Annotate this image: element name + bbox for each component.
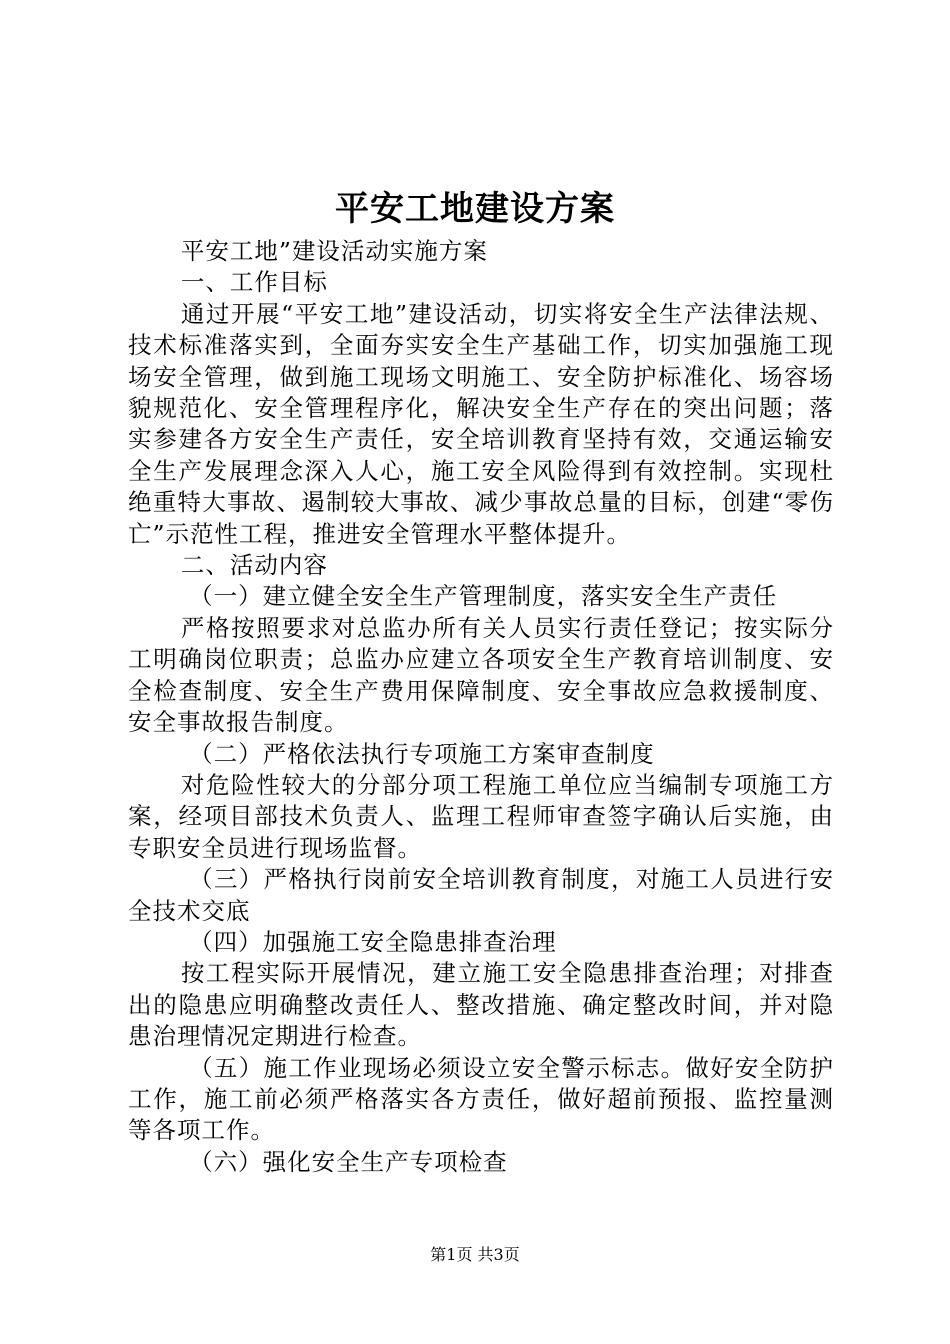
subheading-item-2: （二）严格依法执行专项施工方案审查制度: [189, 739, 655, 768]
paragraph-item-4: 按工程实际开展情况，建立施工安全隐患排查治理；对排查出的隐患应明确整改责任人、整改措施、确定整改时间，并对隐患治理情况定期进行检查。: [128, 959, 834, 1051]
heading-section-2: 二、活动内容: [180, 551, 328, 580]
document-title: 平安工地建设方案: [335, 189, 615, 229]
paragraph-subtitle: 平安工地”建设活动实施方案: [180, 237, 488, 265]
subheading-item-4: （四）加强施工安全隐患排查治理: [189, 927, 557, 956]
paragraph-work-goal: 通过开展“平安工地”建设活动，切实将安全生产法律法规、技术标准落实到，全面夯实安全生产基础工作，切实加强施工现场安全管理，做到施工现场文明施工、安全防护标准化、场容场貌规范化、安全管理程序化，解决安全生产存在的突出问题；落实参建各方安全生产责任，安全培训教育坚持有效，交通运输安全生产发展理念深入人心，施工安全风险得到有效控制。实现杜绝重特大事故、遏制较大事故、减少事故总量的目标，创建“零伤亡”示范性工程，推进安全管理水平整体提升。: [128, 299, 834, 548]
paragraph-item-1: 严格按照要求对总监办所有关人员实行责任登记；按实际分工明确岗位职责；总监办应建立各项安全生产教育培训制度、安全检查制度、安全生产费用保障制度、安全事故应急救援制度、安全事故报告制度。: [128, 613, 834, 737]
subheading-item-3: （三）严格执行岗前安全培训教育制度，对施工人员进行安全技术交底: [128, 865, 834, 925]
subheading-item-6: （六）强化安全生产专项检查: [189, 1147, 508, 1176]
heading-section-1: 一、工作目标: [180, 268, 328, 297]
paragraph-item-2: 对危险性较大的分部分项工程施工单位应当编制专项施工方案，经项目部技术负责人、监理工程师审查签字确认后实施，由专职安全员进行现场监督。: [128, 770, 834, 862]
paragraph-item-5: （五）施工作业现场必须设立安全警示标志。做好安全防护工作，施工前必须严格落实各方责任，做好超前预报、监控量测等各项工作。: [128, 1053, 834, 1145]
subheading-item-1: （一）建立健全安全生产管理制度，落实安全生产责任: [189, 582, 778, 611]
document-body: [128, 236, 834, 1178]
page-footer: 第1页 共3页: [430, 1245, 520, 1264]
